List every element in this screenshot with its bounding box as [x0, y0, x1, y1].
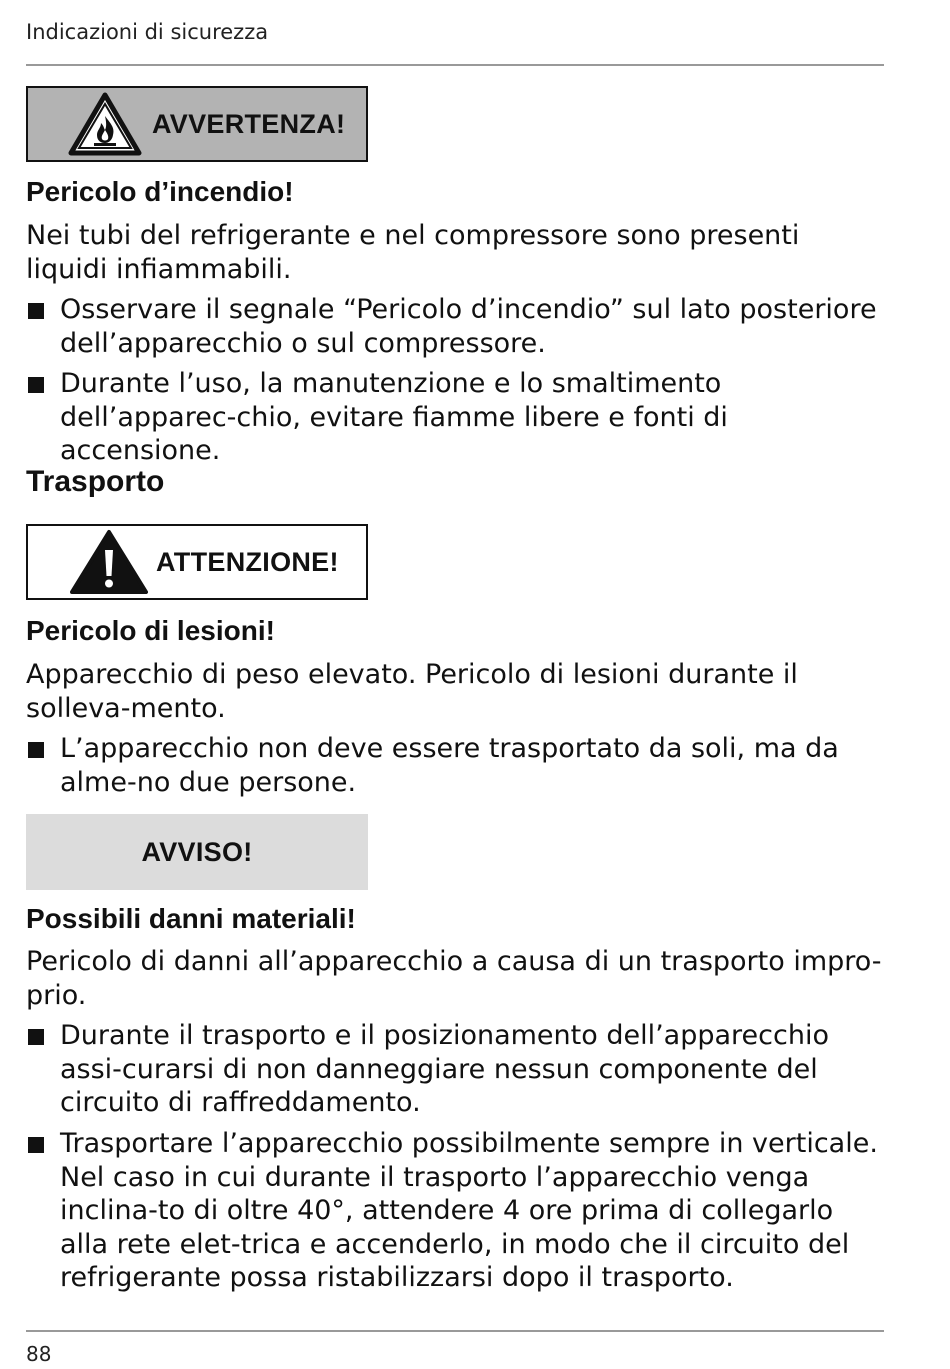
list-item	[26, 367, 886, 468]
exclamation-warning-icon	[70, 529, 148, 595]
list-item-text: Trasportare l’apparecchio possibilmente sempre in verticale. Nel caso in cui durante il trasporto l’apparecchio venga inclina-to di oltre 40°, attendere 4 ore prima di collegarlo alla rete elet-trica e accenderlo, in modo che il circuito del refrigerante possa ristabilizzarsi dopo il trasporto.	[60, 1128, 878, 1293]
injury-hazard-heading: Pericolo di lesioni!	[26, 615, 275, 646]
bullet-square-icon	[28, 742, 44, 758]
header-rule	[26, 64, 884, 66]
list-item	[26, 1127, 886, 1295]
notice-label: AVVISO!	[141, 836, 253, 867]
warning-banner	[26, 86, 368, 162]
injury-hazard-text: Apparecchio di peso elevato. Pericolo di lesioni durante il solleva-mento.	[26, 659, 798, 724]
fire-hazard-heading: Pericolo d’incendio!	[26, 176, 294, 207]
section-title: Trasporto	[26, 465, 165, 498]
bullet-square-icon	[28, 377, 44, 393]
fire-hazard-text: Nei tubi del refrigerante e nel compressore sono presenti liquidi infiammabili.	[26, 220, 800, 285]
page-number: 88	[26, 1342, 52, 1366]
footer-rule	[26, 1330, 884, 1332]
running-header: Indicazioni di sicurezza	[26, 20, 269, 44]
list-item	[26, 1019, 886, 1120]
damage-text: Pericolo di danni all’apparecchio a causa di un trasporto impro-prio.	[26, 946, 882, 1011]
list-item-text: Osservare il segnale “Pericolo d’incendio” sul lato posteriore dell’apparecchio o sul compressore.	[60, 294, 877, 359]
bullet-square-icon	[28, 303, 44, 319]
list-item-text: L’apparecchio non deve essere trasportato da soli, ma da alme-no due persone.	[60, 733, 839, 798]
damage-heading: Possibili danni materiali!	[26, 903, 356, 934]
bullet-square-icon	[28, 1029, 44, 1045]
list-item-text: Durante l’uso, la manutenzione e lo smaltimento dell’apparec-chio, evitare fiamme libere e fonti di accensione.	[60, 368, 728, 466]
caution-label: ATTENZIONE!	[156, 546, 339, 577]
notice-banner	[26, 814, 368, 890]
list-item-text: Durante il trasporto e il posizionamento dell’apparecchio assi-curarsi di non danneggiare nessun componente del circuito di raffreddamento.	[60, 1020, 829, 1118]
caution-banner	[26, 524, 368, 600]
warning-label: AVVERTENZA!	[152, 108, 346, 139]
bullet-square-icon	[28, 1137, 44, 1153]
list-item	[26, 732, 886, 799]
list-item	[26, 293, 886, 360]
flammable-warning-icon	[68, 92, 142, 156]
